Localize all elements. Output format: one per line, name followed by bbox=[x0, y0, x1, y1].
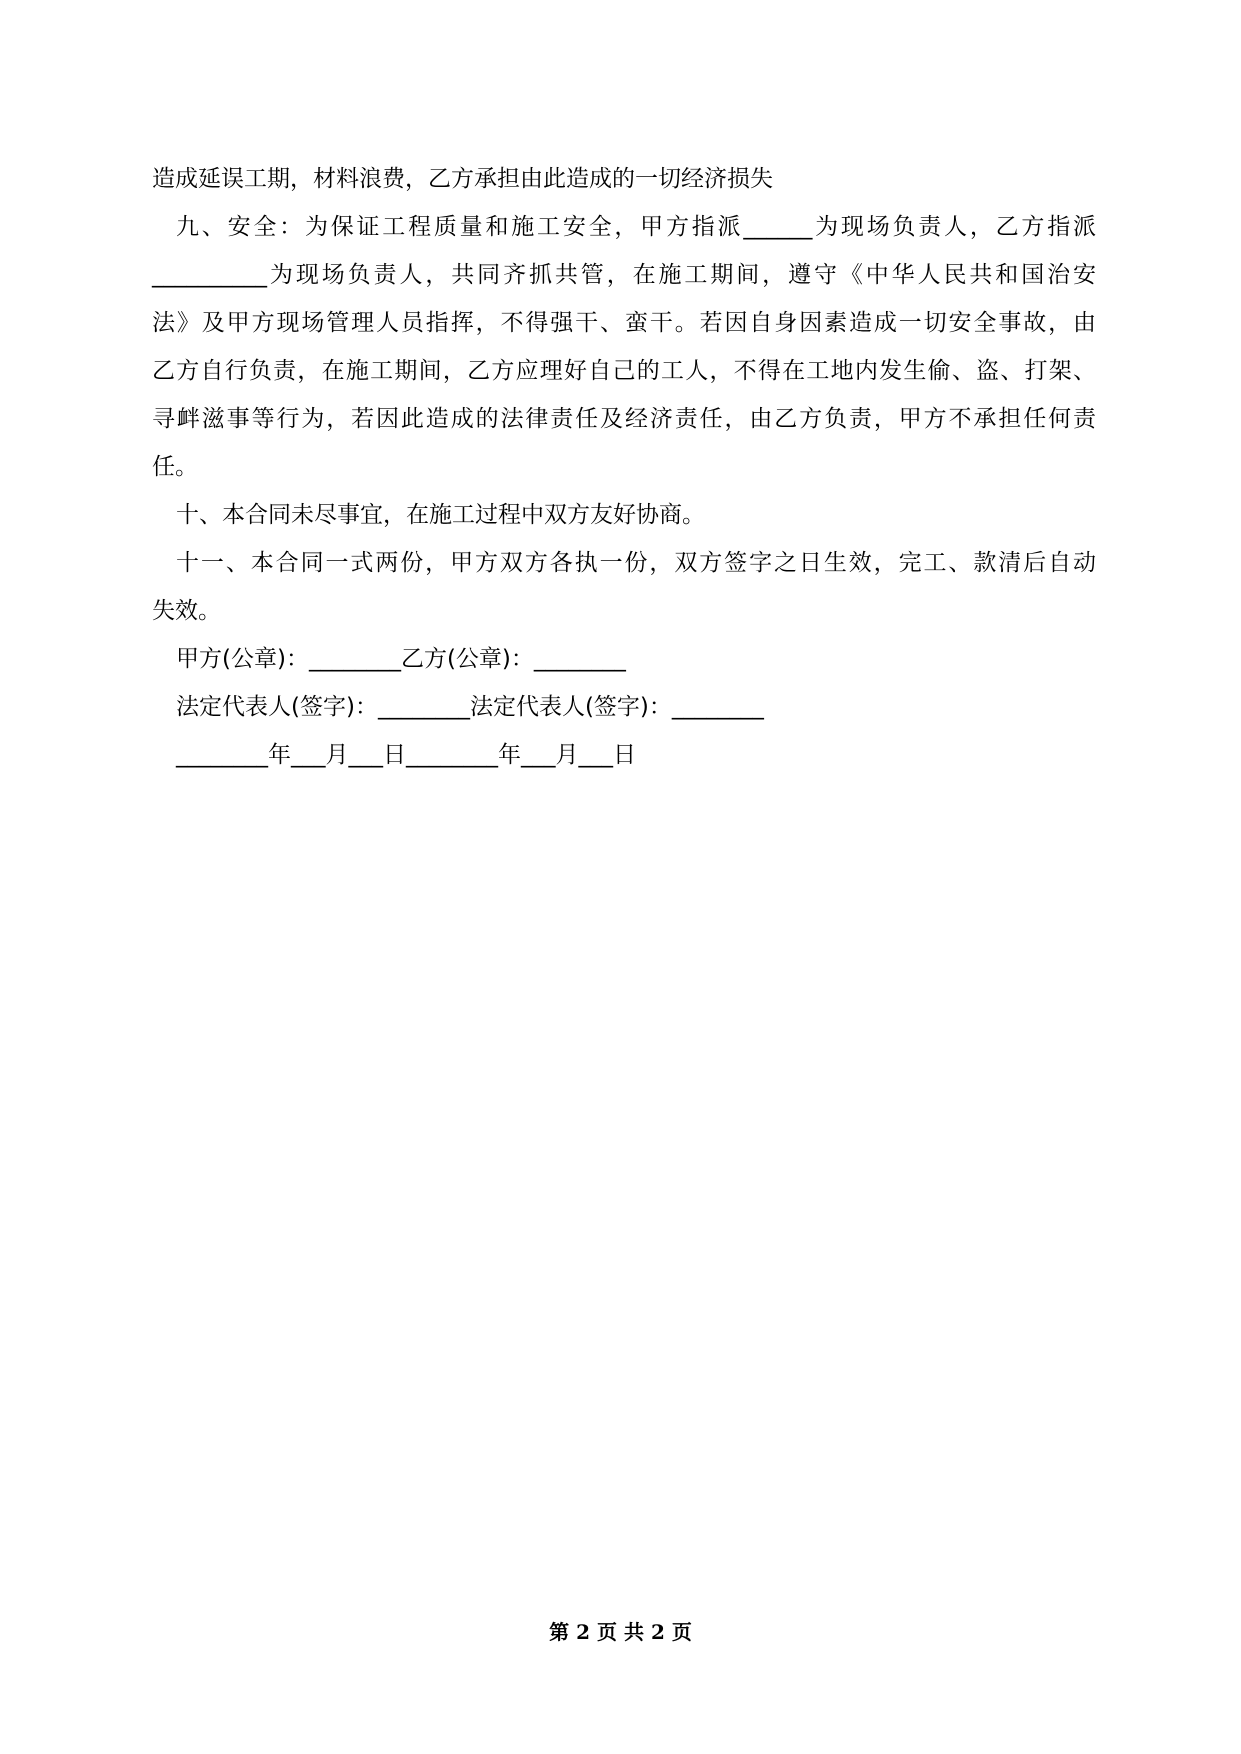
text-line: 寻衅滋事等行为，若因此造成的法律责任及经济责任，由乙方负责，甲方不承担任何责 bbox=[152, 406, 1096, 432]
text-line: 十一、本合同一式两份，甲方双方各执一份，双方签字之日生效，完工、款清后自动 bbox=[176, 550, 1096, 576]
text-line: 九、安全：为保证工程质量和施工安全，甲方指派______为现场负责人，乙方指派 bbox=[176, 214, 1096, 240]
text-line: 乙方自行负责，在施工期间，乙方应理好自己的工人，不得在工地内发生偷、盗、打架、 bbox=[152, 358, 1096, 384]
party-seal-line: 甲方(公章)：________乙方(公章)：________ bbox=[176, 646, 626, 672]
text-line: __________为现场负责人，共同齐抓共管，在施工期间，遵守《中华人民共和国治安 bbox=[152, 262, 1096, 288]
text-line: 十、本合同未尽事宜，在施工过程中双方友好协商。 bbox=[176, 502, 705, 528]
page-number: 第 2 页 共 2 页 bbox=[549, 1620, 692, 1644]
contract-body bbox=[152, 155, 1096, 779]
date-line: ________年___月___日________年___月___日 bbox=[176, 742, 636, 768]
text-line: 任。 bbox=[152, 454, 198, 480]
representative-signature-line: 法定代表人(签字)：________法定代表人(签字)：________ bbox=[176, 694, 764, 720]
text-line: 法》及甲方现场管理人员指挥，不得强干、蛮干。若因自身因素造成一切安全事故，由 bbox=[152, 310, 1096, 336]
text-line: 失效。 bbox=[152, 598, 221, 624]
text-line: 造成延误工期，材料浪费，乙方承担由此造成的一切经济损失 bbox=[152, 166, 773, 192]
